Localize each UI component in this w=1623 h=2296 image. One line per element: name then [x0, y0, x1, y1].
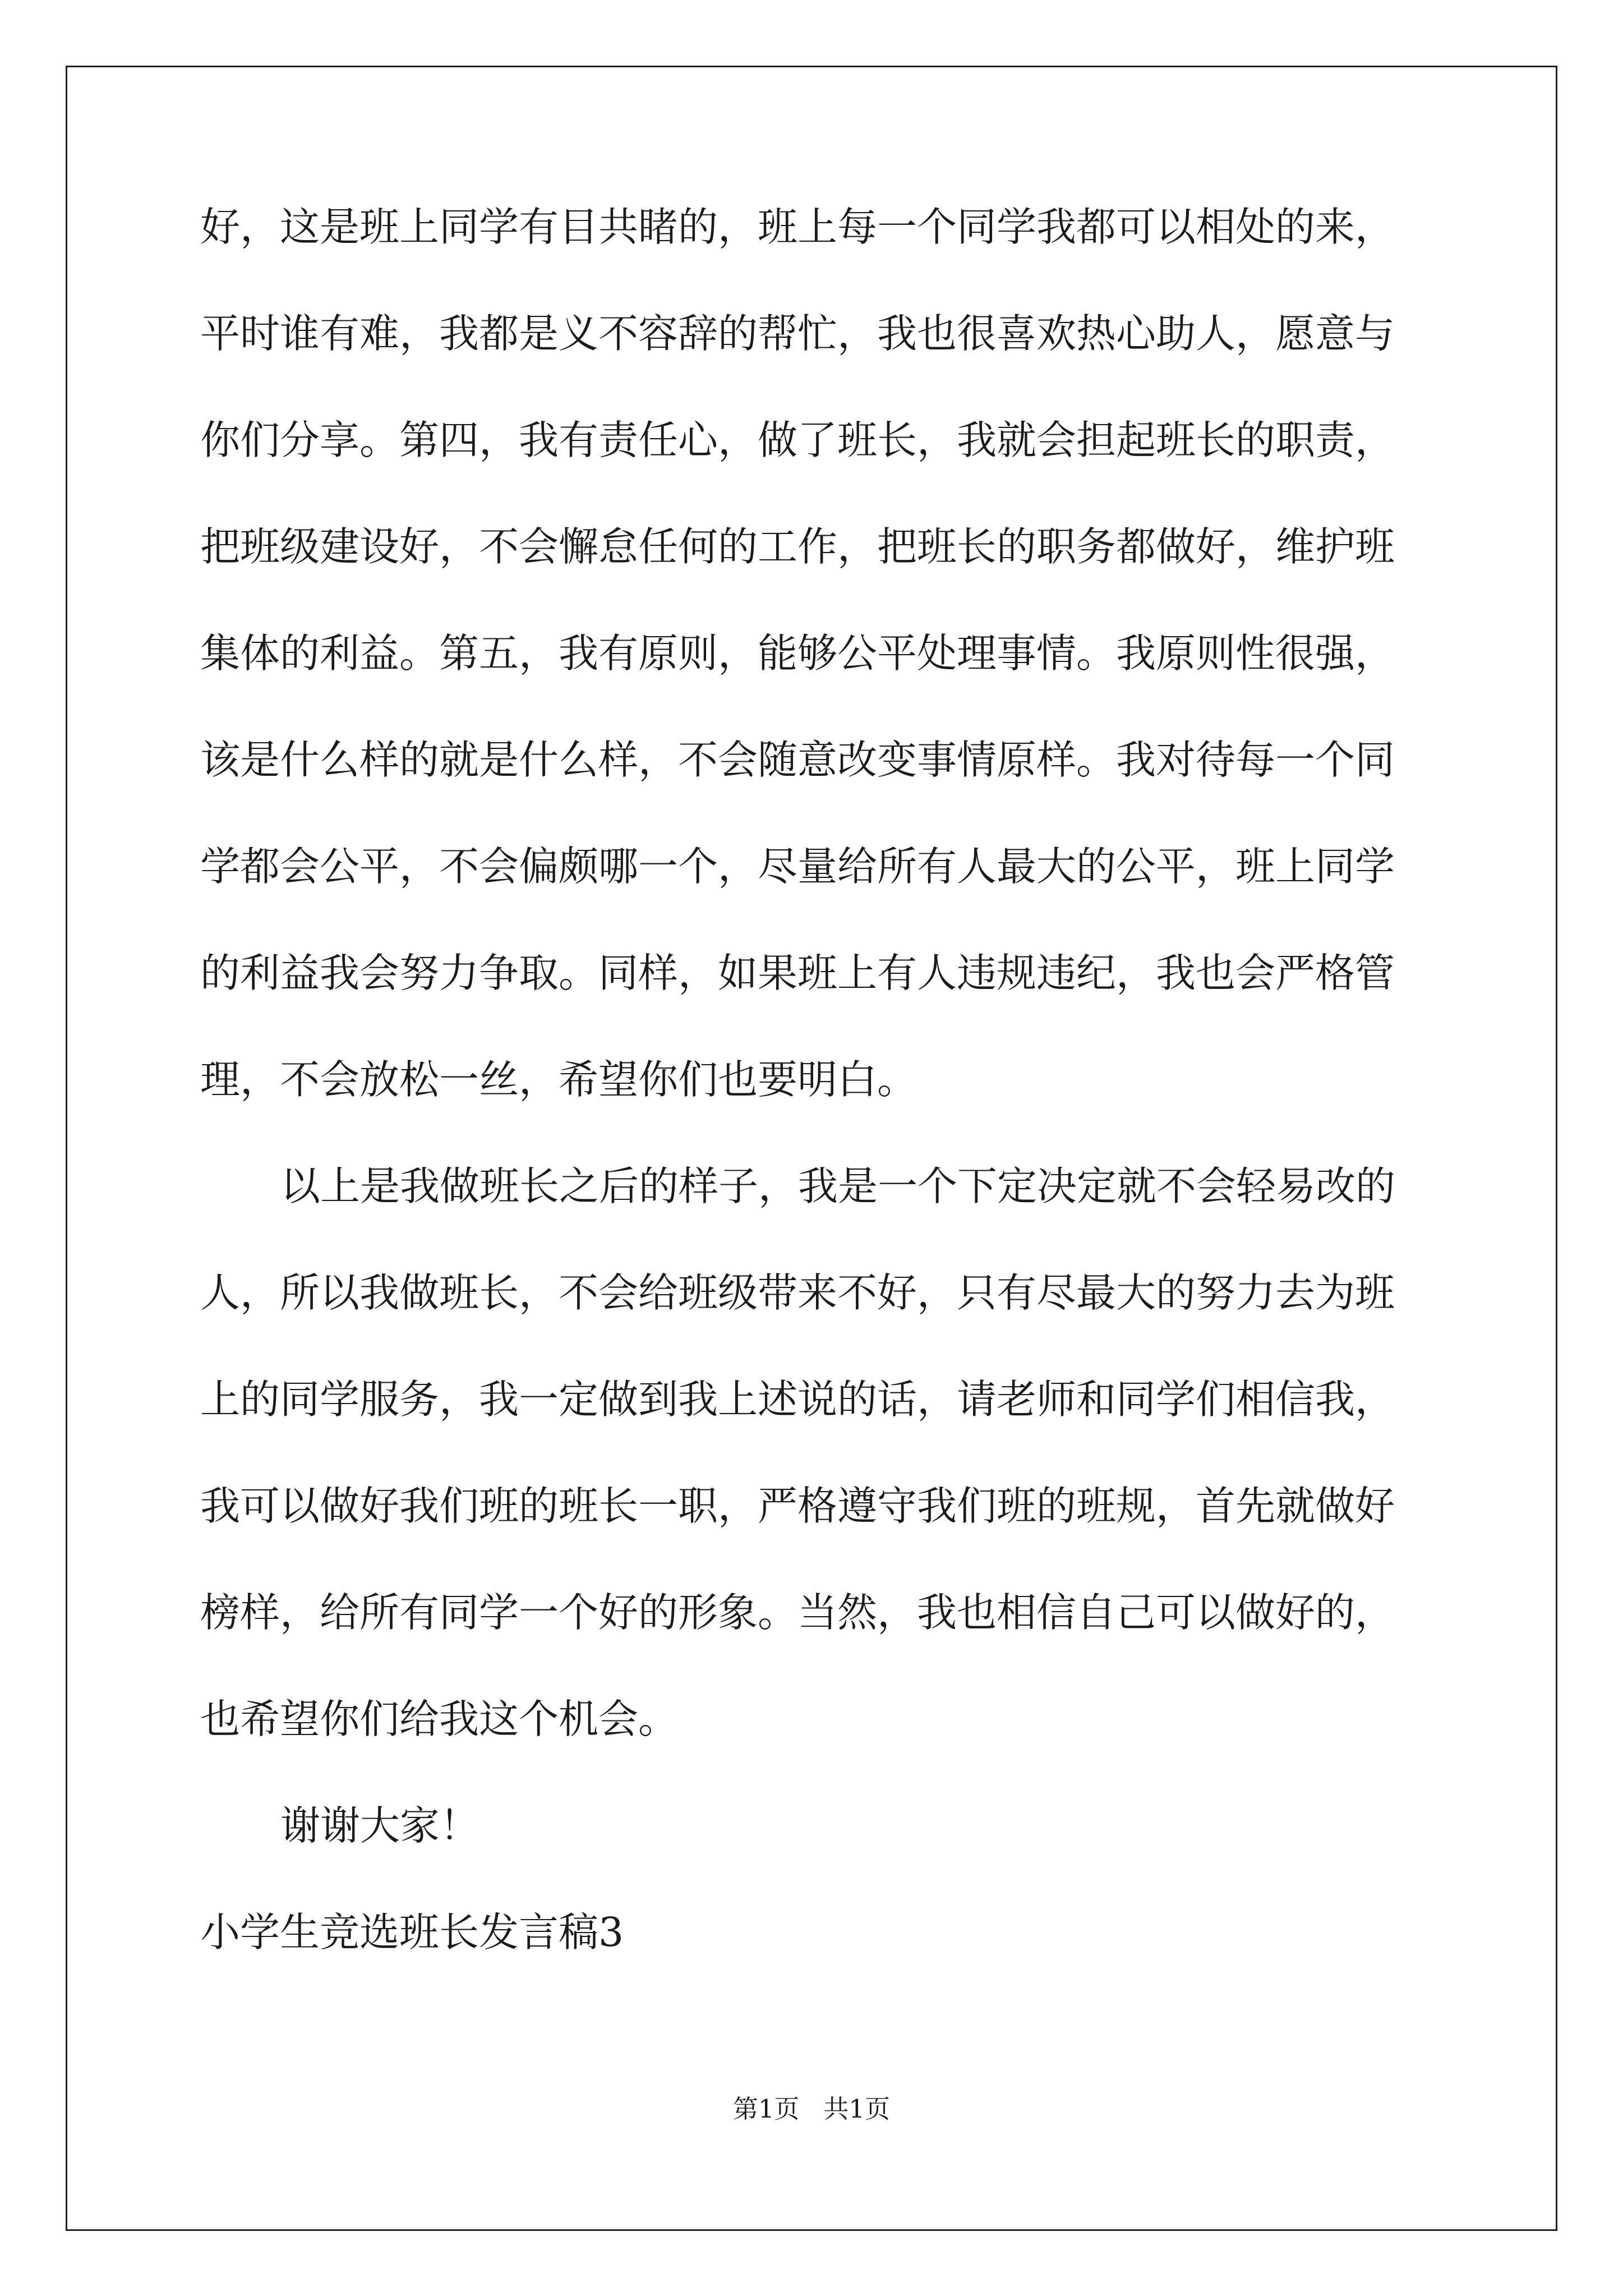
body-text-line: 榜样，给所有同学一个好的形象。当然，我也相信自己可以做好的， — [200, 1589, 1395, 1636]
body-text-line: 把班级建设好，不会懈怠任何的工作，把班长的职务都做好，维护班 — [200, 523, 1395, 570]
body-text-line: 该是什么样的就是什么样，不会随意改变事情原样。我对待每一个同 — [200, 737, 1395, 783]
body-text-line: 上的同学服务，我一定做到我上述说的话，请老师和同学们相信我， — [200, 1376, 1395, 1423]
body-text-line: 人，所以我做班长，不会给班级带来不好，只有尽最大的努力去为班 — [200, 1269, 1395, 1316]
body-text-line: 好，这是班上同学有目共睹的，班上每一个同学我都可以相处的来， — [200, 204, 1395, 250]
page-number-footer: 第1页 共1页 — [732, 2094, 891, 2124]
body-text-line: 也希望你们给我这个机会。 — [200, 1696, 679, 1742]
paragraph-first-line: 以上是我做班长之后的样子，我是一个下定决定就不会轻易改的 — [280, 1163, 1396, 1209]
closing-thanks: 谢谢大家！ — [280, 1802, 480, 1849]
body-text-line: 的利益我会努力争取。同样，如果班上有人违规违纪，我也会严格管 — [200, 950, 1395, 996]
body-text-line: 理，不会放松一丝，希望你们也要明白。 — [200, 1056, 917, 1103]
body-text-line: 集体的利益。第五，我有原则，能够公平处理事情。我原则性很强， — [200, 630, 1395, 677]
section-heading: 小学生竞选班长发言稿3 — [200, 1909, 624, 1955]
body-text-line: 平时谁有难，我都是义不容辞的帮忙，我也很喜欢热心助人，愿意与 — [200, 310, 1395, 357]
body-text-line: 学都会公平，不会偏颇哪一个，尽量给所有人最大的公平，班上同学 — [200, 843, 1395, 890]
body-text-line: 我可以做好我们班的班长一职，严格遵守我们班的班规，首先就做好 — [200, 1483, 1395, 1529]
body-text-line: 你们分享。第四，我有责任心，做了班长，我就会担起班长的职责， — [200, 417, 1395, 463]
